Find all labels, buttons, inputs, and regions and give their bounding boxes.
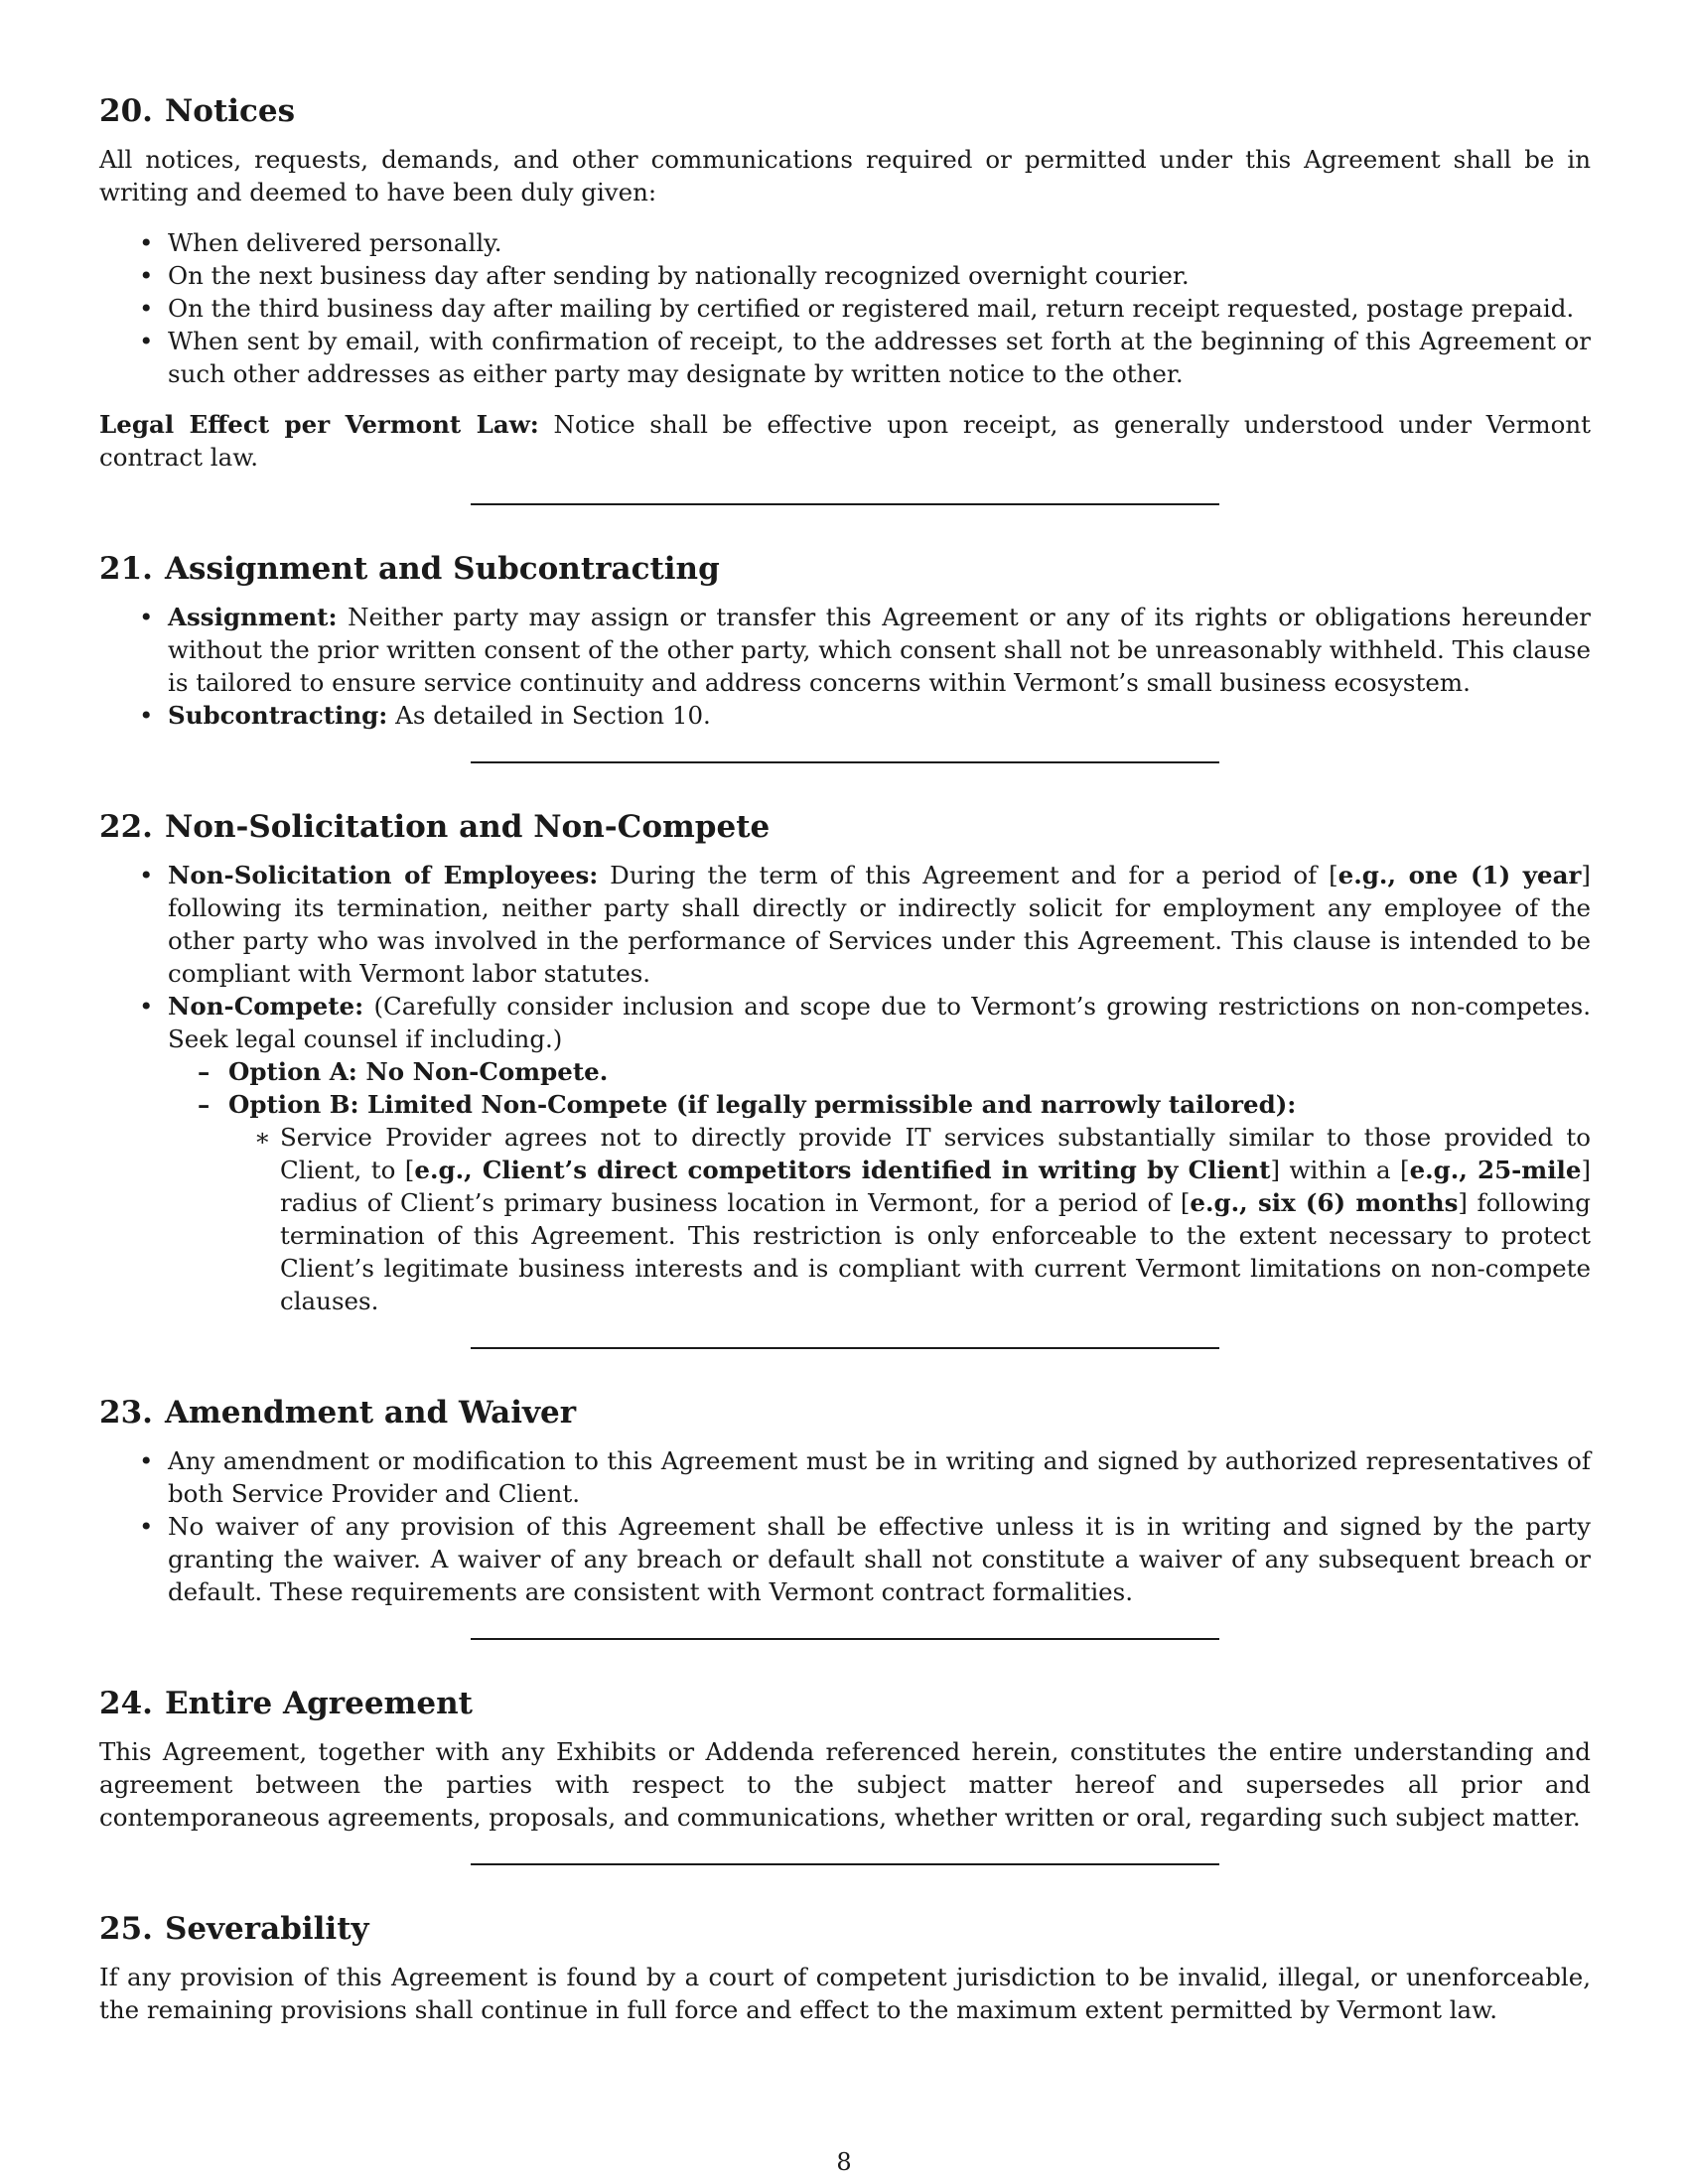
notices-intro: All notices, requests, demands, and other communications required or permitted under this Agreement shall be in writing and deemed to have been duly given: [99, 145, 1591, 206]
option-a: – Option A: No Non-Compete. [168, 1055, 1591, 1088]
section-title: Amendment and Waiver [164, 1395, 577, 1431]
non-compete-options [168, 1055, 1591, 1317]
section-heading [99, 91, 1591, 131]
section-non-solicitation [99, 807, 1591, 1317]
legal-effect-paragraph [99, 408, 1591, 474]
subcontracting-label: Subcontracting: [168, 701, 388, 730]
section-heading [99, 807, 1591, 847]
section-severability [99, 1909, 1591, 2026]
non-solicitation-text: ] following its termination, neither party shall directly or indirectly solicit for employment any employee of the other party who was involved in the performance of Services under this Agreement. This clause is intended to be compliant with Vermont labor statutes. [168, 861, 1591, 988]
list-item [99, 699, 1591, 732]
section-heading [99, 1909, 1591, 1949]
assignment-label: Assignment: [168, 603, 338, 631]
section-title: Notices [164, 93, 296, 129]
section-amendment [99, 1393, 1591, 1608]
assignment-list [99, 601, 1591, 732]
section-divider [471, 761, 1219, 763]
legal-effect-text: Notice shall be effective upon receipt, as generally understood under Vermont contract law. [99, 410, 1591, 472]
placeholder-competitors: e.g., Client’s direct competitors identified in writing by Client [414, 1156, 1271, 1184]
option-b-title: Option B: Limited Non-Compete (if legally permissible and narrowly tailored): [228, 1090, 1297, 1119]
section-heading [99, 549, 1591, 589]
section-divider [471, 1347, 1219, 1349]
placeholder-period: e.g., one (1) year [1337, 861, 1582, 889]
non-solicitation-label: Non-Solicitation of Employees: [168, 861, 599, 889]
page-content [99, 91, 1591, 2044]
section-number: 24. [99, 1686, 153, 1721]
section-number: 22. [99, 809, 153, 845]
list-item: • When sent by email, with confirmation of receipt, to the addresses set forth at the beginning of this Agreement or such other addresses as either party may designate by written notice to the other. [99, 325, 1591, 390]
placeholder-radius: e.g., 25-mile [1409, 1156, 1582, 1184]
list-item: • On the next business day after sending by nationally recognized overnight courier. [99, 259, 1591, 292]
section-title: Non-Solicitation and Non-Compete [164, 809, 771, 845]
section-entire-agreement [99, 1684, 1591, 1834]
section-title: Entire Agreement [164, 1686, 473, 1721]
list-item: • On the third business day after mailing by certified or registered mail, return receipt requested, postage prepaid. [99, 292, 1591, 325]
assignment-text: Neither party may assign or transfer this Agreement or any of its rights or obligations hereunder without the prior written consent of the other party, which consent shall not be unreasonably withheld. This clause is tailored to ensure service continuity and address concerns within Vermont’s small business ecosystem. [168, 603, 1591, 697]
non-solicitation-list [99, 859, 1591, 1317]
non-compete-text: (Carefully consider inclusion and scope due to Vermont’s growing restrictions on non-competes. Seek legal counsel if including.) [168, 992, 1591, 1053]
option-b-text: ] within a [ [1270, 1156, 1410, 1184]
section-assignment [99, 549, 1591, 732]
section-number: 20. [99, 93, 153, 129]
subcontracting-text: As detailed in Section 10. [395, 701, 711, 730]
section-number: 23. [99, 1395, 153, 1431]
option-b-text: Service Provider agrees not to directly provide IT services substantially similar to those provided to Client, to [ [280, 1123, 1591, 1184]
list-item: • When delivered personally. [99, 226, 1591, 259]
section-title: Severability [164, 1911, 369, 1947]
severability-text: If any provision of this Agreement is found by a court of competent jurisdiction to be invalid, illegal, or unenforceable, the remaining provisions shall continue in full force and effect to the maximum extent permitted by Vermont law. [99, 1963, 1591, 2024]
placeholder-period: e.g., six (6) months [1190, 1188, 1459, 1217]
amendment-list [99, 1444, 1591, 1608]
section-heading [99, 1684, 1591, 1723]
entire-agreement-text: This Agreement, together with any Exhibits or Addenda referenced herein, constitutes the entire understanding and agreement between the parties with respect to the subject matter hereof and supersedes all prior and contemporaneous agreements, proposals, and communications, whether written or oral, regarding such subject matter. [99, 1737, 1591, 1832]
section-number: 25. [99, 1911, 153, 1947]
list-item: • Any amendment or modification to this Agreement must be in writing and signed by authorized representatives of both Service Provider and Client. [99, 1444, 1591, 1510]
non-compete-label: Non-Compete: [168, 992, 364, 1021]
list-item [99, 990, 1591, 1317]
section-number: 21. [99, 551, 153, 587]
list-item: • No waiver of any provision of this Agreement shall be effective unless it is in writing and signed by the party granting the waiver. A waiver of any breach or default shall not constitute a waiver of any subsequent breach or default. These requirements are consistent with Vermont contract formalities. [99, 1510, 1591, 1608]
option-b-details [228, 1121, 1591, 1317]
non-solicitation-text: During the term of this Agreement and for a period of [ [610, 861, 1338, 889]
list-item [228, 1121, 1591, 1317]
legal-effect-label: Legal Effect per Vermont Law: [99, 410, 539, 439]
section-divider [471, 503, 1219, 505]
list-item [99, 601, 1591, 699]
section-divider [471, 1863, 1219, 1865]
option-b [168, 1088, 1591, 1317]
option-b-text: ] radius of Client’s primary business location in Vermont, for a period of [ [280, 1156, 1591, 1217]
page-number: 8 [836, 2148, 852, 2176]
option-b-text: ] following termination of this Agreement. This restriction is only enforceable to the extent necessary to protect Client’s legitimate business interests and is compliant with current Vermont limitations on non-compete clauses. [280, 1188, 1591, 1315]
section-title: Assignment and Subcontracting [164, 551, 720, 587]
section-heading [99, 1393, 1591, 1433]
notices-list [99, 226, 1591, 390]
section-divider [471, 1638, 1219, 1640]
section-notices [99, 91, 1591, 474]
list-item [99, 859, 1591, 990]
